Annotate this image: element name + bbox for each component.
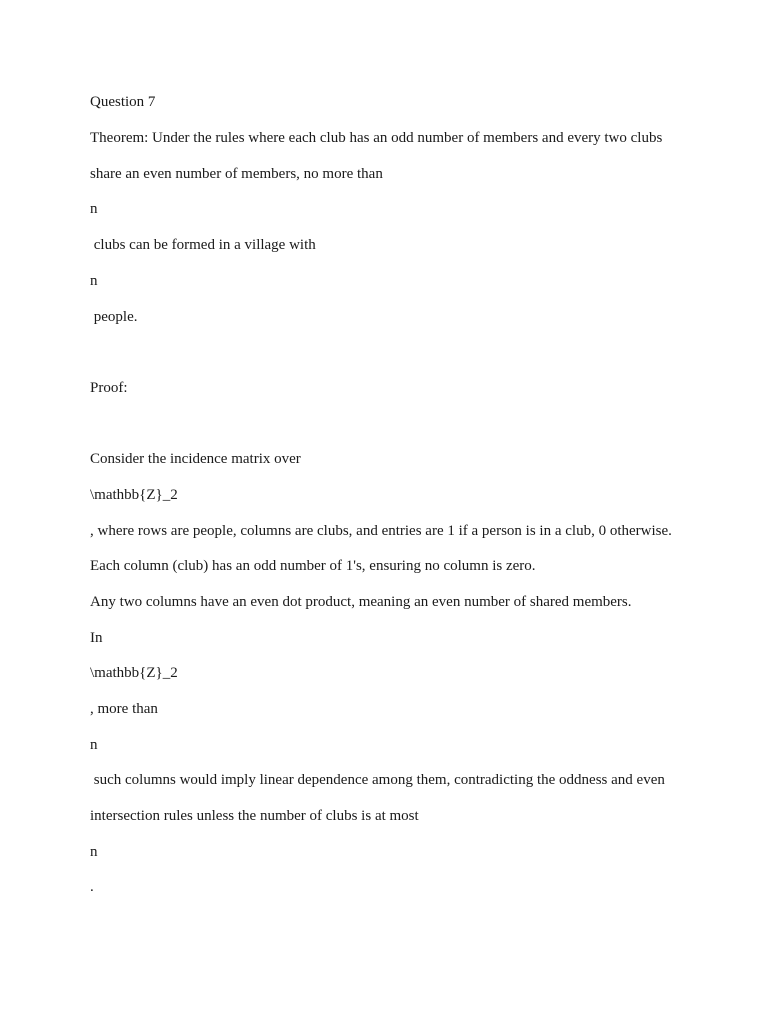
math-variable-n: n — [90, 273, 98, 289]
proof-text-line: Any two columns have an even dot product, meaning an even number of shared members. — [90, 594, 632, 610]
math-expression: \mathbb{Z}_2 — [90, 665, 178, 681]
math-variable-n: n — [90, 201, 98, 217]
theorem-text-line: share an even number of members, no more than — [90, 166, 383, 182]
theorem-text-line: Theorem: Under the rules where each club has an odd number of members and every two clubs — [90, 130, 663, 146]
proof-text-line: Each column (club) has an odd number of 1's, ensuring no column is zero. — [90, 558, 536, 574]
proof-text-line: Consider the incidence matrix over — [90, 451, 301, 467]
proof-text-line: , where rows are people, columns are clubs, and entries are 1 if a person is in a club, 0 otherwise. — [90, 523, 672, 539]
question-heading: Question 7 — [90, 94, 156, 110]
proof-text-line: In — [90, 630, 103, 646]
proof-heading: Proof: — [90, 380, 128, 396]
proof-text-line: such columns would imply linear dependence among them, contradicting the oddness and even — [90, 772, 665, 788]
theorem-text-line: clubs can be formed in a village with — [90, 237, 316, 253]
math-variable-n: n — [90, 844, 98, 860]
theorem-text-line: people. — [90, 309, 138, 325]
math-variable-n: n — [90, 737, 98, 753]
proof-text-line: , more than — [90, 701, 158, 717]
math-expression: \mathbb{Z}_2 — [90, 487, 178, 503]
proof-text-line: intersection rules unless the number of clubs is at most — [90, 808, 419, 824]
proof-text-period: . — [90, 879, 94, 895]
